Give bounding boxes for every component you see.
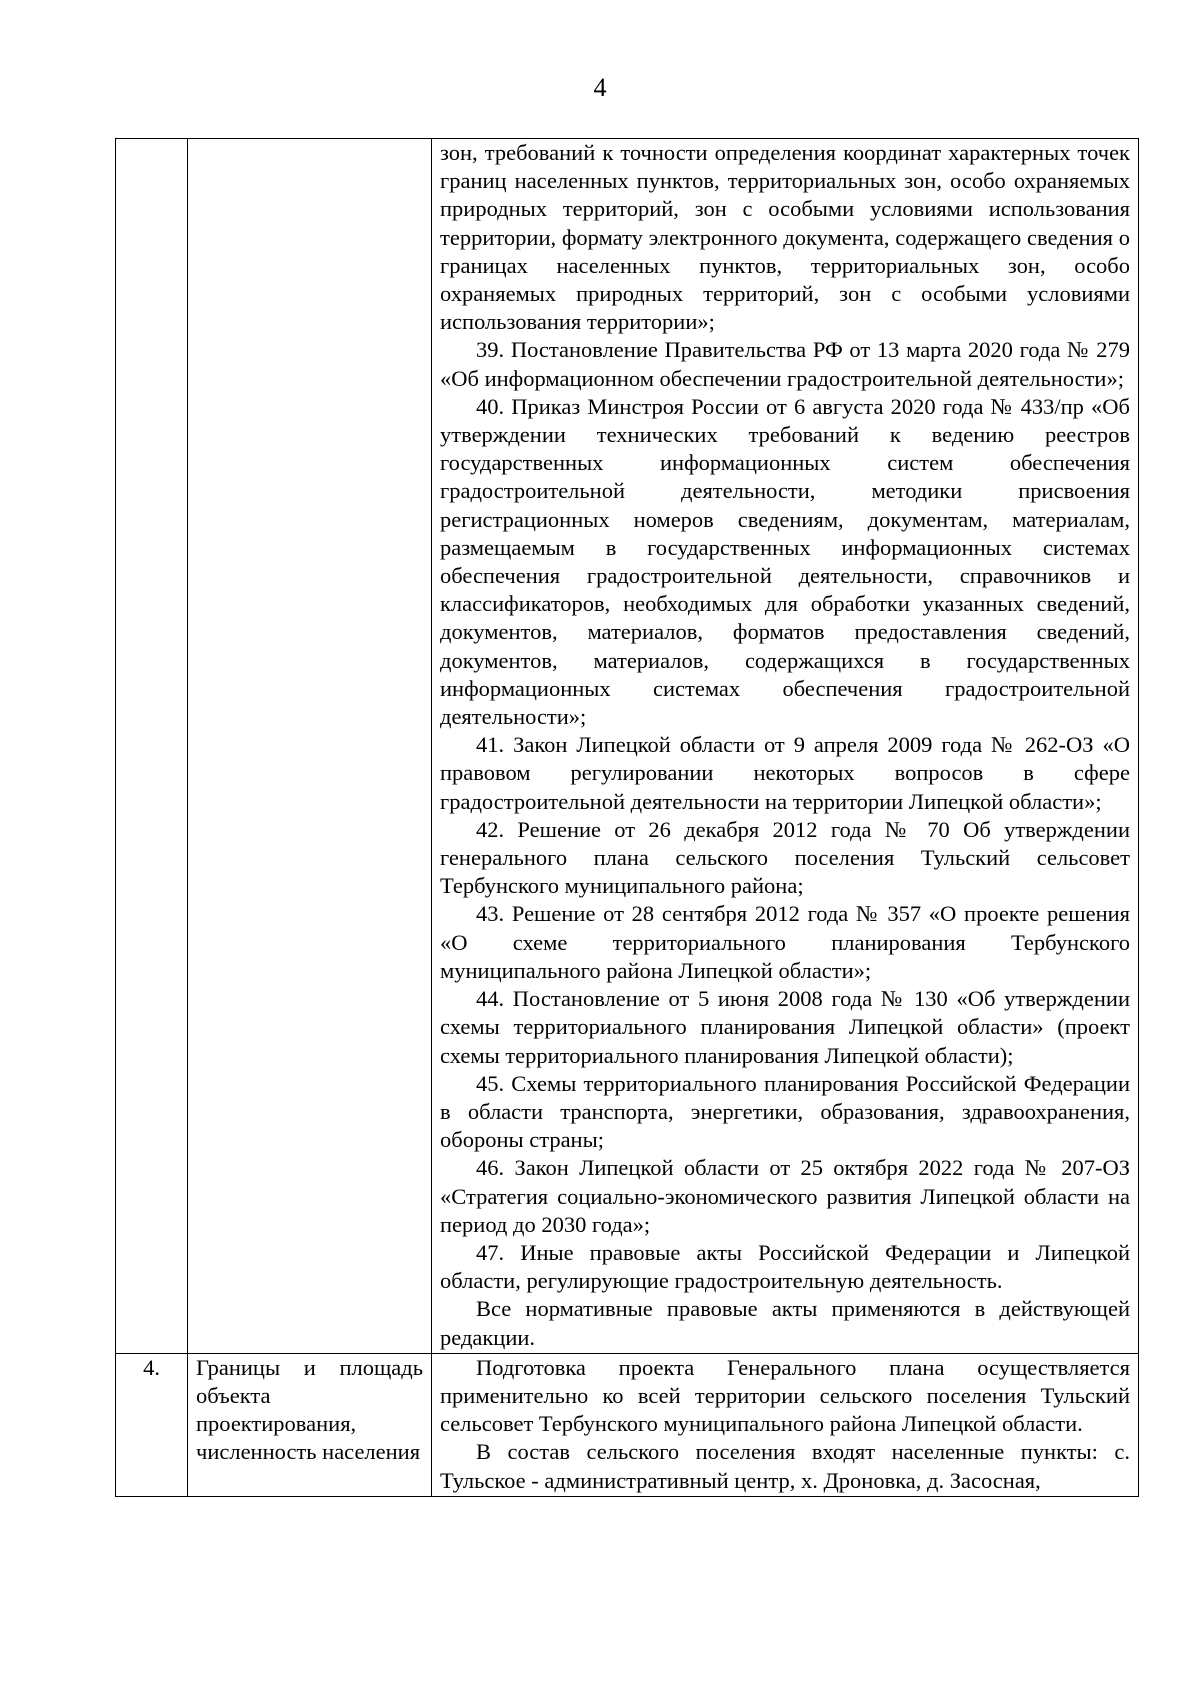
page-number: 4 <box>593 73 607 102</box>
content-paragraph: 46. Закон Липецкой области от 25 октября 2022 года № 207-ОЗ «Стратегия социально-экономического развития Липецкой области на период до 2030 года»; <box>440 1155 1130 1237</box>
row-label-cell <box>188 139 432 1354</box>
content-paragraph: 39. Постановление Правительства РФ от 13 марта 2020 года № 279 «Об информационном обеспечении градостроительной деятельности»; <box>440 337 1130 391</box>
table-row <box>116 139 1139 1354</box>
row-content-cell <box>432 139 1139 1354</box>
table-row <box>116 1353 1139 1496</box>
row-label-cell: Границы и площадь объекта проектирования, численность населения <box>188 1353 432 1496</box>
content-paragraph: Все нормативные правовые акты применяются в действующей редакции. <box>440 1296 1130 1350</box>
row-content-cell <box>432 1353 1139 1496</box>
content-paragraph: 43. Решение от 28 сентября 2012 года № 357 «О проекте решения «О схеме территориального планирования Тербунского муниципального района Липецкой области»; <box>440 901 1130 983</box>
content-paragraph: 42. Решение от 26 декабря 2012 года № 70 Об утверждении генерального плана сельского поселения Тульский сельсовет Тербунского муниципального района; <box>440 816 1130 899</box>
row-number-cell <box>116 139 188 1354</box>
content-paragraph: 47. Иные правовые акты Российской Федерации и Липецкой области, регулирующие градостроительную деятельность. <box>440 1239 1130 1294</box>
row-number-cell: 4. <box>116 1353 188 1496</box>
requirements-table <box>115 138 1139 1497</box>
content-paragraph: В состав сельского поселения входят населенные пункты: с. Тульское - административный центр, х. Дроновка, д. Засосная, <box>440 1439 1130 1493</box>
content-paragraph: Подготовка проекта Генерального плана осуществляется применительно ко всей территории сельского поселения Тульский сельсовет Тербунского муниципального района Липецкой области. <box>440 1354 1130 1437</box>
content-paragraph: 40. Приказ Минстроя России от 6 августа 2020 года № 433/пр «Об утверждении технических требований к ведению реестров государственных информационных систем обеспечения градостроительной деятельности, методики присвоения регистрационных номеров сведениям, документам, материалам, размещаемым в государственных информационных системах обеспечения градостроительной деятельности, справочников и классификаторов, необходимых для обработки указанных сведений, документов, материалов, форматов предоставления сведений, документов, материалов, содержащихся в государственных информационных системах обеспечения градостроительной деятельности»; <box>440 393 1130 730</box>
content-paragraph: 41. Закон Липецкой области от 9 апреля 2009 года № 262-ОЗ «О правовом регулировании некоторых вопросов в сфере градостроительной деятельности на территории Липецкой области»; <box>440 732 1130 814</box>
content-paragraph: 45. Схемы территориального планирования Российской Федерации в области транспорта, энергетики, образования, здравоохранения, обороны страны; <box>440 1070 1130 1153</box>
content-paragraph: 44. Постановление от 5 июня 2008 года № 130 «Об утверждении схемы территориального планирования Липецкой области» (проект схемы территориального планирования Липецкой области); <box>440 986 1130 1068</box>
content-paragraph: зон, требований к точности определения координат характерных точек границ населенных пунктов, территориальных зон, особо охраняемых природных территорий, зон с особыми условиями использования территории, формату электронного документа, содержащего сведения о границах населенных пунктов, территориальных зон, особо охраняемых природных территорий, зон с особыми условиями использования территории»; <box>440 140 1130 335</box>
